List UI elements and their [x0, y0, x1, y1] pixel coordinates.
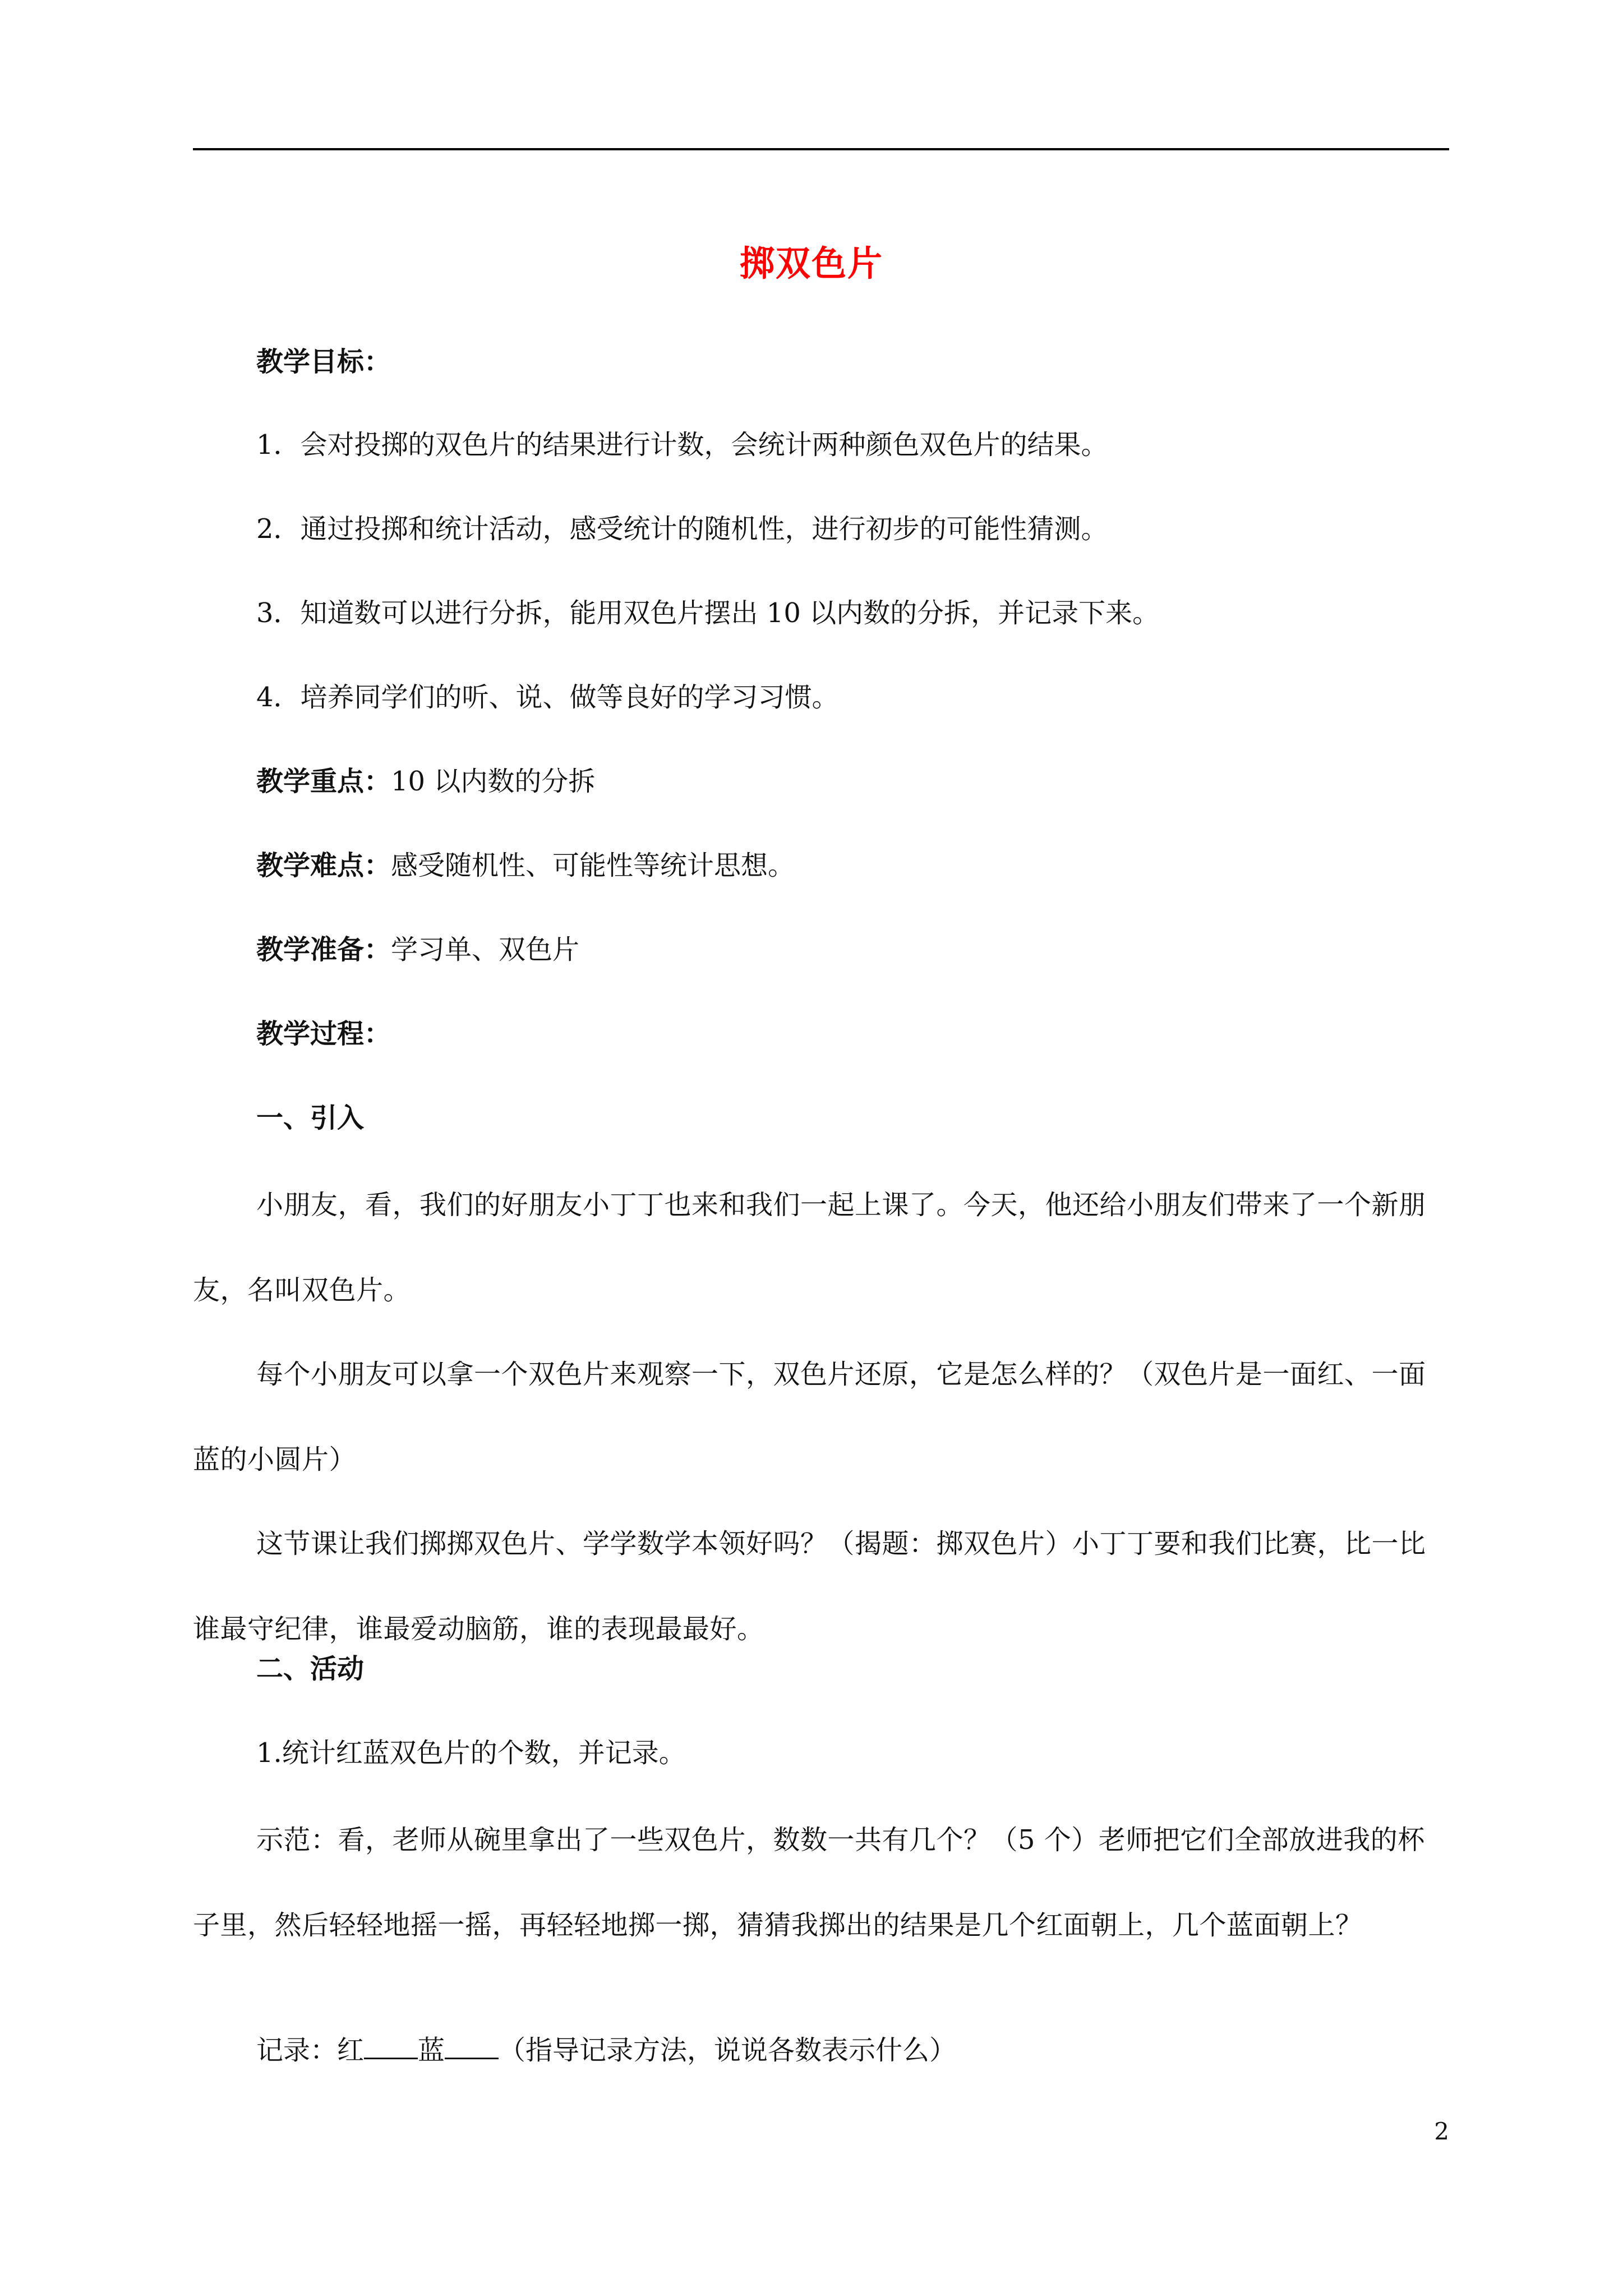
key-point-label: 教学重点： [256, 766, 391, 797]
record-line [256, 2031, 956, 2070]
section2-heading: 二、活动 [256, 1653, 365, 1685]
process-heading: 教学过程： [256, 1018, 391, 1050]
red-count-blank [364, 2035, 418, 2059]
section1-heading: 一、引入 [256, 1102, 365, 1134]
key-point-text: 10 以内数的分拆 [391, 766, 596, 797]
section1-paragraph-3: 这节课让我们掷掷双色片、学学数学本领好吗？（揭题：掷双色片）小丁丁要和我们比赛，比一比谁最守纪律，谁最爱动脑筋，谁的表现最最好。 [193, 1528, 1426, 1645]
objectives-heading: 教学目标： [256, 346, 391, 378]
record-blue-label: 蓝 [418, 2035, 445, 2066]
objective-item-1: 1．会对投掷的双色片的结果进行计数，会统计两种颜色双色片的结果。 [256, 429, 1108, 461]
objective-item-3: 3．知道数可以进行分拆，能用双色片摆出 10 以内数的分拆，并记录下来。 [256, 597, 1160, 629]
page-number: 2 [1434, 2118, 1449, 2145]
difficulty-label: 教学难点： [256, 850, 391, 881]
preparation-line [256, 930, 579, 969]
preparation-text: 学习单、双色片 [391, 934, 580, 965]
section1-paragraph-1: 小朋友，看，我们的好朋友小丁丁也来和我们一起上课了。今天，他还给小朋友们带来了一个新朋友，名叫双色片。 [193, 1189, 1426, 1306]
document-title: 掷双色片 [739, 243, 883, 284]
header-rule [193, 148, 1449, 150]
objective-item-4: 4．培养同学们的听、说、做等良好的学习习惯。 [256, 682, 839, 713]
preparation-label: 教学准备： [256, 934, 391, 965]
section2-step-1: 1.统计红蓝双色片的个数，并记录。 [256, 1737, 686, 1769]
blue-count-blank [445, 2035, 499, 2059]
record-label: 记录： [256, 2035, 338, 2066]
difficulty-line [256, 846, 795, 885]
record-note: （指导记录方法，说说各数表示什么） [499, 2035, 957, 2066]
section2-demo-paragraph: 示范：看，老师从碗里拿出了一些双色片，数数一共有几个？（5 个）老师把它们全部放进我的杯子里，然后轻轻地摇一摇，再轻轻地掷一掷，猜猜我掷出的结果是几个红面朝上，几个蓝面朝上？ [193, 1824, 1425, 1941]
record-red-label: 红 [337, 2035, 365, 2066]
key-point-line [256, 762, 595, 801]
objective-item-2: 2．通过投掷和统计活动，感受统计的随机性，进行初步的可能性猜测。 [256, 513, 1108, 545]
difficulty-text: 感受随机性、可能性等统计思想。 [391, 850, 795, 881]
section1-paragraph-2: 每个小朋友可以拿一个双色片来观察一下，双色片还原，它是怎么样的？（双色片是一面红、一面蓝的小圆片） [193, 1359, 1426, 1475]
